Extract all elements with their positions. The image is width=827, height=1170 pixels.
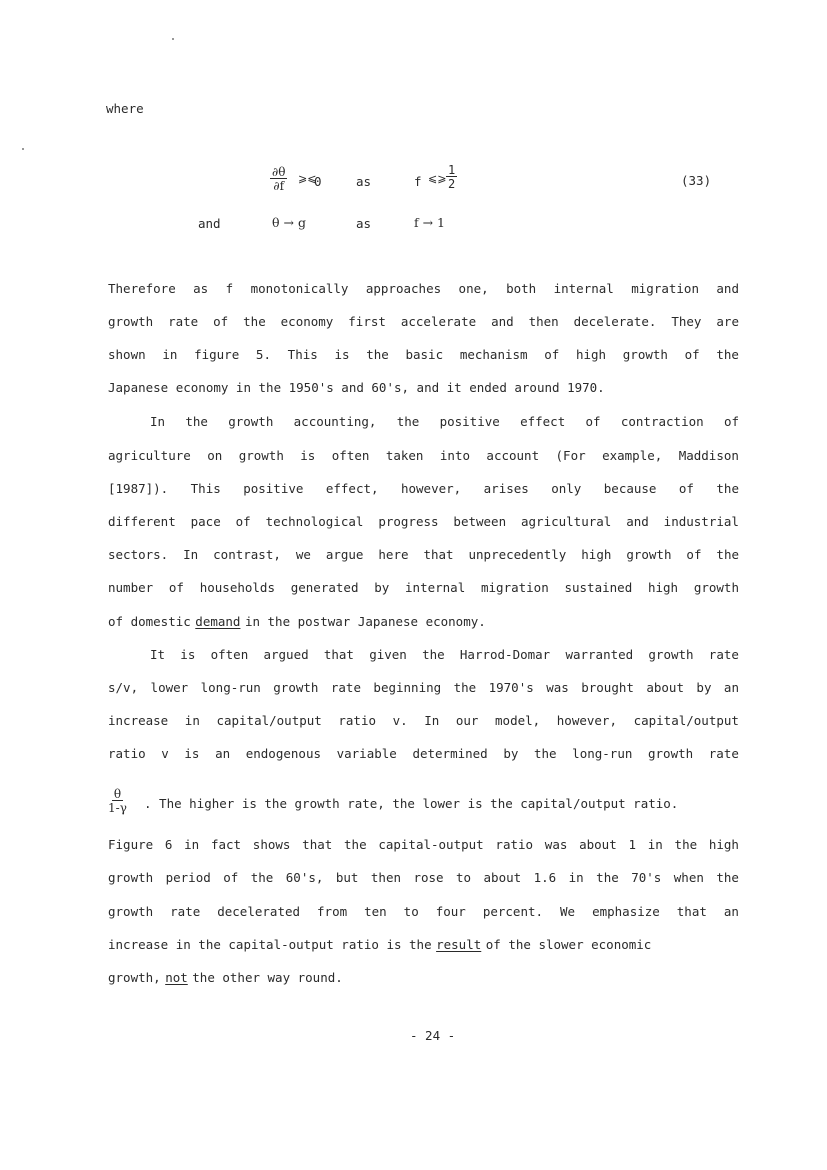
scan-speck — [172, 38, 174, 40]
word: is — [184, 746, 200, 761]
word: Therefore — [108, 281, 176, 296]
word: that — [423, 547, 454, 562]
word: period — [165, 870, 211, 885]
word: that — [302, 837, 333, 852]
word: given — [369, 647, 407, 662]
word: is — [300, 448, 316, 463]
word: an — [723, 904, 739, 919]
word: to — [403, 904, 419, 919]
word: contraction — [620, 414, 704, 429]
word: taken — [385, 448, 424, 463]
word: 1.6 — [533, 870, 557, 885]
word: only — [551, 481, 582, 496]
word: They — [671, 314, 702, 329]
word: of — [723, 414, 739, 429]
word: v. — [392, 713, 408, 728]
word: one, — [458, 281, 489, 296]
word: four — [435, 904, 466, 919]
word: the — [453, 680, 477, 695]
word: by — [503, 746, 519, 761]
word: was — [544, 837, 568, 852]
and-word: and — [198, 216, 221, 231]
limit-left: θ → g — [272, 215, 306, 230]
word: that — [676, 904, 707, 919]
word: of — [213, 314, 229, 329]
word: that — [323, 647, 354, 662]
word: v — [161, 746, 169, 761]
word: internal — [405, 580, 466, 595]
word: ratio — [108, 746, 146, 761]
word: between — [453, 514, 507, 529]
word: variable — [336, 746, 397, 761]
word: households — [199, 580, 275, 595]
as-word-1: as — [356, 174, 372, 189]
word: effect — [520, 414, 566, 429]
word: often — [210, 647, 249, 662]
text-fragment: the other way round. — [192, 970, 343, 985]
text-line — [108, 347, 739, 362]
word: f — [225, 281, 234, 296]
word: Harrod-Domar — [459, 647, 551, 662]
word: high — [708, 837, 739, 852]
word: the — [344, 837, 367, 852]
word: first — [348, 314, 386, 329]
text-line — [108, 514, 739, 529]
word: capital/output — [633, 713, 739, 728]
word: s/v, — [108, 680, 139, 695]
text-line — [108, 580, 739, 595]
word: warranted — [565, 647, 634, 662]
fraction-numerator: θ — [113, 787, 122, 801]
word: example, — [602, 448, 663, 463]
word: the — [716, 481, 739, 496]
text-line — [108, 870, 739, 885]
word: This — [287, 347, 318, 362]
word: basic — [405, 347, 444, 362]
word: emphasize — [592, 904, 660, 919]
as-word-2: as — [356, 216, 372, 231]
word: contrast, — [213, 547, 281, 562]
word: brought — [581, 680, 634, 695]
word: shown — [108, 347, 146, 362]
word: (For — [555, 448, 586, 463]
text-line — [108, 937, 739, 952]
word: about — [646, 680, 684, 695]
word: internal — [553, 281, 614, 296]
text-fragment: of domestic — [108, 614, 191, 629]
word: argue — [325, 547, 364, 562]
word: in — [184, 837, 200, 852]
word: pace — [190, 514, 221, 529]
equation-number: (33) — [681, 173, 712, 188]
word: rate — [170, 904, 201, 919]
word: growth — [238, 448, 284, 463]
word: then — [370, 870, 401, 885]
text-line — [150, 414, 739, 429]
word: 5. — [255, 347, 271, 362]
word: and — [626, 514, 649, 529]
word: about — [483, 870, 522, 885]
word: sectors. — [108, 547, 169, 562]
word: percent. — [482, 904, 544, 919]
word: because — [603, 481, 657, 496]
word: Figure — [108, 837, 154, 852]
word: economy — [280, 314, 334, 329]
word: ratio — [495, 837, 534, 852]
word: Maddison — [678, 448, 739, 463]
word: about — [579, 837, 617, 852]
word: high — [575, 347, 607, 362]
half-fraction — [446, 164, 457, 190]
word: increase — [108, 713, 169, 728]
word: rate — [330, 680, 361, 695]
word: however, — [400, 481, 462, 496]
word: 1 — [628, 837, 637, 852]
word: in — [184, 713, 200, 728]
word: the — [422, 647, 445, 662]
word: the — [366, 347, 389, 362]
word: ratio — [338, 713, 377, 728]
growth-rate-fraction — [108, 788, 127, 814]
word: decelerated — [217, 904, 301, 919]
word: capital-output — [378, 837, 484, 852]
word: generated — [290, 580, 359, 595]
intro-word: where — [106, 101, 144, 116]
word: and — [716, 281, 739, 296]
word: growth — [626, 547, 672, 562]
word: an — [723, 680, 739, 695]
word: is — [334, 347, 350, 362]
word: of — [223, 870, 239, 885]
word: accelerate — [400, 314, 477, 329]
word: arises — [483, 481, 529, 496]
word: of — [684, 347, 700, 362]
text-line: Japanese economy in the 1950's and 60's, and it ended around 1970. — [108, 380, 605, 395]
text-line — [108, 314, 739, 329]
derivative-numerator: ∂θ — [272, 165, 286, 179]
underlined-word: not — [165, 970, 188, 985]
word: and — [491, 314, 514, 329]
word: shows — [252, 837, 291, 852]
page-number: - 24 - — [410, 1028, 456, 1043]
word: long-run — [572, 746, 633, 761]
word: unprecedently — [468, 547, 567, 562]
word: the — [243, 314, 266, 329]
word: 6 — [164, 837, 173, 852]
word: high — [581, 547, 612, 562]
word: by — [374, 580, 390, 595]
word: rose — [413, 870, 444, 885]
word: growth — [228, 414, 274, 429]
text-line — [108, 481, 739, 496]
text-line — [150, 647, 739, 662]
word: growth — [108, 314, 154, 329]
word: however, — [556, 713, 617, 728]
word: the — [596, 870, 619, 885]
word: often — [331, 448, 370, 463]
partial-derivative — [270, 166, 287, 192]
word: our — [455, 713, 479, 728]
text-line — [108, 680, 739, 695]
word: rate — [708, 647, 739, 662]
word: then — [528, 314, 559, 329]
half-denominator: 2 — [448, 177, 456, 191]
word: growth — [622, 347, 668, 362]
text-line: . The higher is the growth rate, the lower is the capital/output ratio. — [144, 796, 679, 811]
word: positive — [243, 481, 304, 496]
word: sustained — [564, 580, 633, 595]
word: of — [678, 481, 694, 496]
word: in — [647, 837, 663, 852]
word: migration — [631, 281, 699, 296]
relation-symbol-2: ⩽⩾ — [428, 172, 447, 185]
word: on — [207, 448, 223, 463]
text-line — [108, 448, 739, 463]
word: In — [424, 713, 440, 728]
word: 1970's — [488, 680, 534, 695]
text-line — [108, 904, 739, 919]
word: the — [396, 414, 420, 429]
word: the — [716, 347, 739, 362]
word: is — [180, 647, 196, 662]
word: the — [716, 870, 739, 885]
word: the — [185, 414, 208, 429]
text-fragment: in the postwar Japanese economy. — [244, 614, 486, 629]
word: progress — [378, 514, 439, 529]
word: to — [456, 870, 472, 885]
word: [1987]). — [108, 481, 169, 496]
word: are — [716, 314, 739, 329]
fraction-denominator: 1-γ — [108, 801, 127, 815]
text-line — [108, 746, 739, 761]
word: effect, — [325, 481, 379, 496]
word: migration — [481, 580, 549, 595]
word: fact — [210, 837, 242, 852]
derivative-denominator: ∂f — [273, 179, 285, 193]
word: In — [150, 414, 166, 429]
word: endogenous — [245, 746, 321, 761]
variable-f: f — [414, 174, 422, 189]
relation-symbol-1: ⩾⩽ — [298, 172, 317, 185]
word: in — [162, 347, 178, 362]
word: growth — [648, 647, 694, 662]
word: industrial — [663, 514, 739, 529]
word: We — [560, 904, 576, 919]
text-line — [108, 713, 739, 728]
word: technological — [265, 514, 364, 529]
word: high — [647, 580, 679, 595]
word: both — [506, 281, 537, 296]
word: positive — [439, 414, 500, 429]
word: when — [673, 870, 704, 885]
underlined-word: result — [436, 937, 482, 952]
text-line — [108, 837, 739, 852]
word: figure — [194, 347, 240, 362]
word: In — [183, 547, 199, 562]
word: growth — [693, 580, 739, 595]
word: 70's — [631, 870, 662, 885]
word: monotonically — [250, 281, 349, 296]
word: of — [686, 547, 702, 562]
word: the — [674, 837, 698, 852]
text-fragment: of the slower economic — [485, 937, 652, 952]
word: into — [439, 448, 470, 463]
text-line — [108, 970, 739, 985]
word: of — [544, 347, 560, 362]
zero-value: 0 — [314, 174, 322, 189]
word: 60's, — [285, 870, 324, 885]
word: capital/output — [216, 713, 322, 728]
word: agricultural — [521, 514, 612, 529]
word: the — [250, 870, 274, 885]
word: ten — [364, 904, 387, 919]
word: by — [696, 680, 712, 695]
word: was — [546, 680, 569, 695]
word: here — [378, 547, 409, 562]
word: lower — [150, 680, 189, 695]
word: model, — [495, 713, 541, 728]
word: from — [317, 904, 348, 919]
word: the — [533, 746, 557, 761]
text-fragment: increase in the capital-output ratio is the — [108, 937, 432, 952]
word: different — [108, 514, 176, 529]
word: an — [215, 746, 231, 761]
word: decelerate. — [573, 314, 657, 329]
word: in — [568, 870, 584, 885]
word: long-run — [200, 680, 261, 695]
word: as — [193, 281, 209, 296]
half-numerator: 1 — [448, 163, 456, 177]
word: the — [716, 547, 739, 562]
text-line — [108, 281, 739, 296]
word: growth — [108, 870, 154, 885]
text-line — [108, 614, 739, 629]
limit-right: f → 1 — [414, 215, 445, 230]
word: number — [108, 580, 154, 595]
word: of — [585, 414, 601, 429]
scan-speck — [22, 148, 24, 150]
word: approaches — [365, 281, 442, 296]
word: argued — [263, 647, 309, 662]
word: mechanism — [459, 347, 528, 362]
word: beginning — [373, 680, 442, 695]
word: rate — [168, 314, 199, 329]
word: growth — [108, 904, 154, 919]
text-fragment: growth, — [108, 970, 161, 985]
word: of — [235, 514, 251, 529]
word: growth — [273, 680, 319, 695]
word: This — [190, 481, 221, 496]
underlined-word: demand — [195, 614, 241, 629]
word: we — [295, 547, 311, 562]
word: growth — [648, 746, 694, 761]
word: It — [150, 647, 166, 662]
word: accounting, — [293, 414, 377, 429]
word: account — [486, 448, 540, 463]
text-line — [108, 547, 739, 562]
word: determined — [412, 746, 488, 761]
word: but — [335, 870, 359, 885]
word: agriculture — [108, 448, 191, 463]
word: of — [168, 580, 184, 595]
word: rate — [708, 746, 739, 761]
